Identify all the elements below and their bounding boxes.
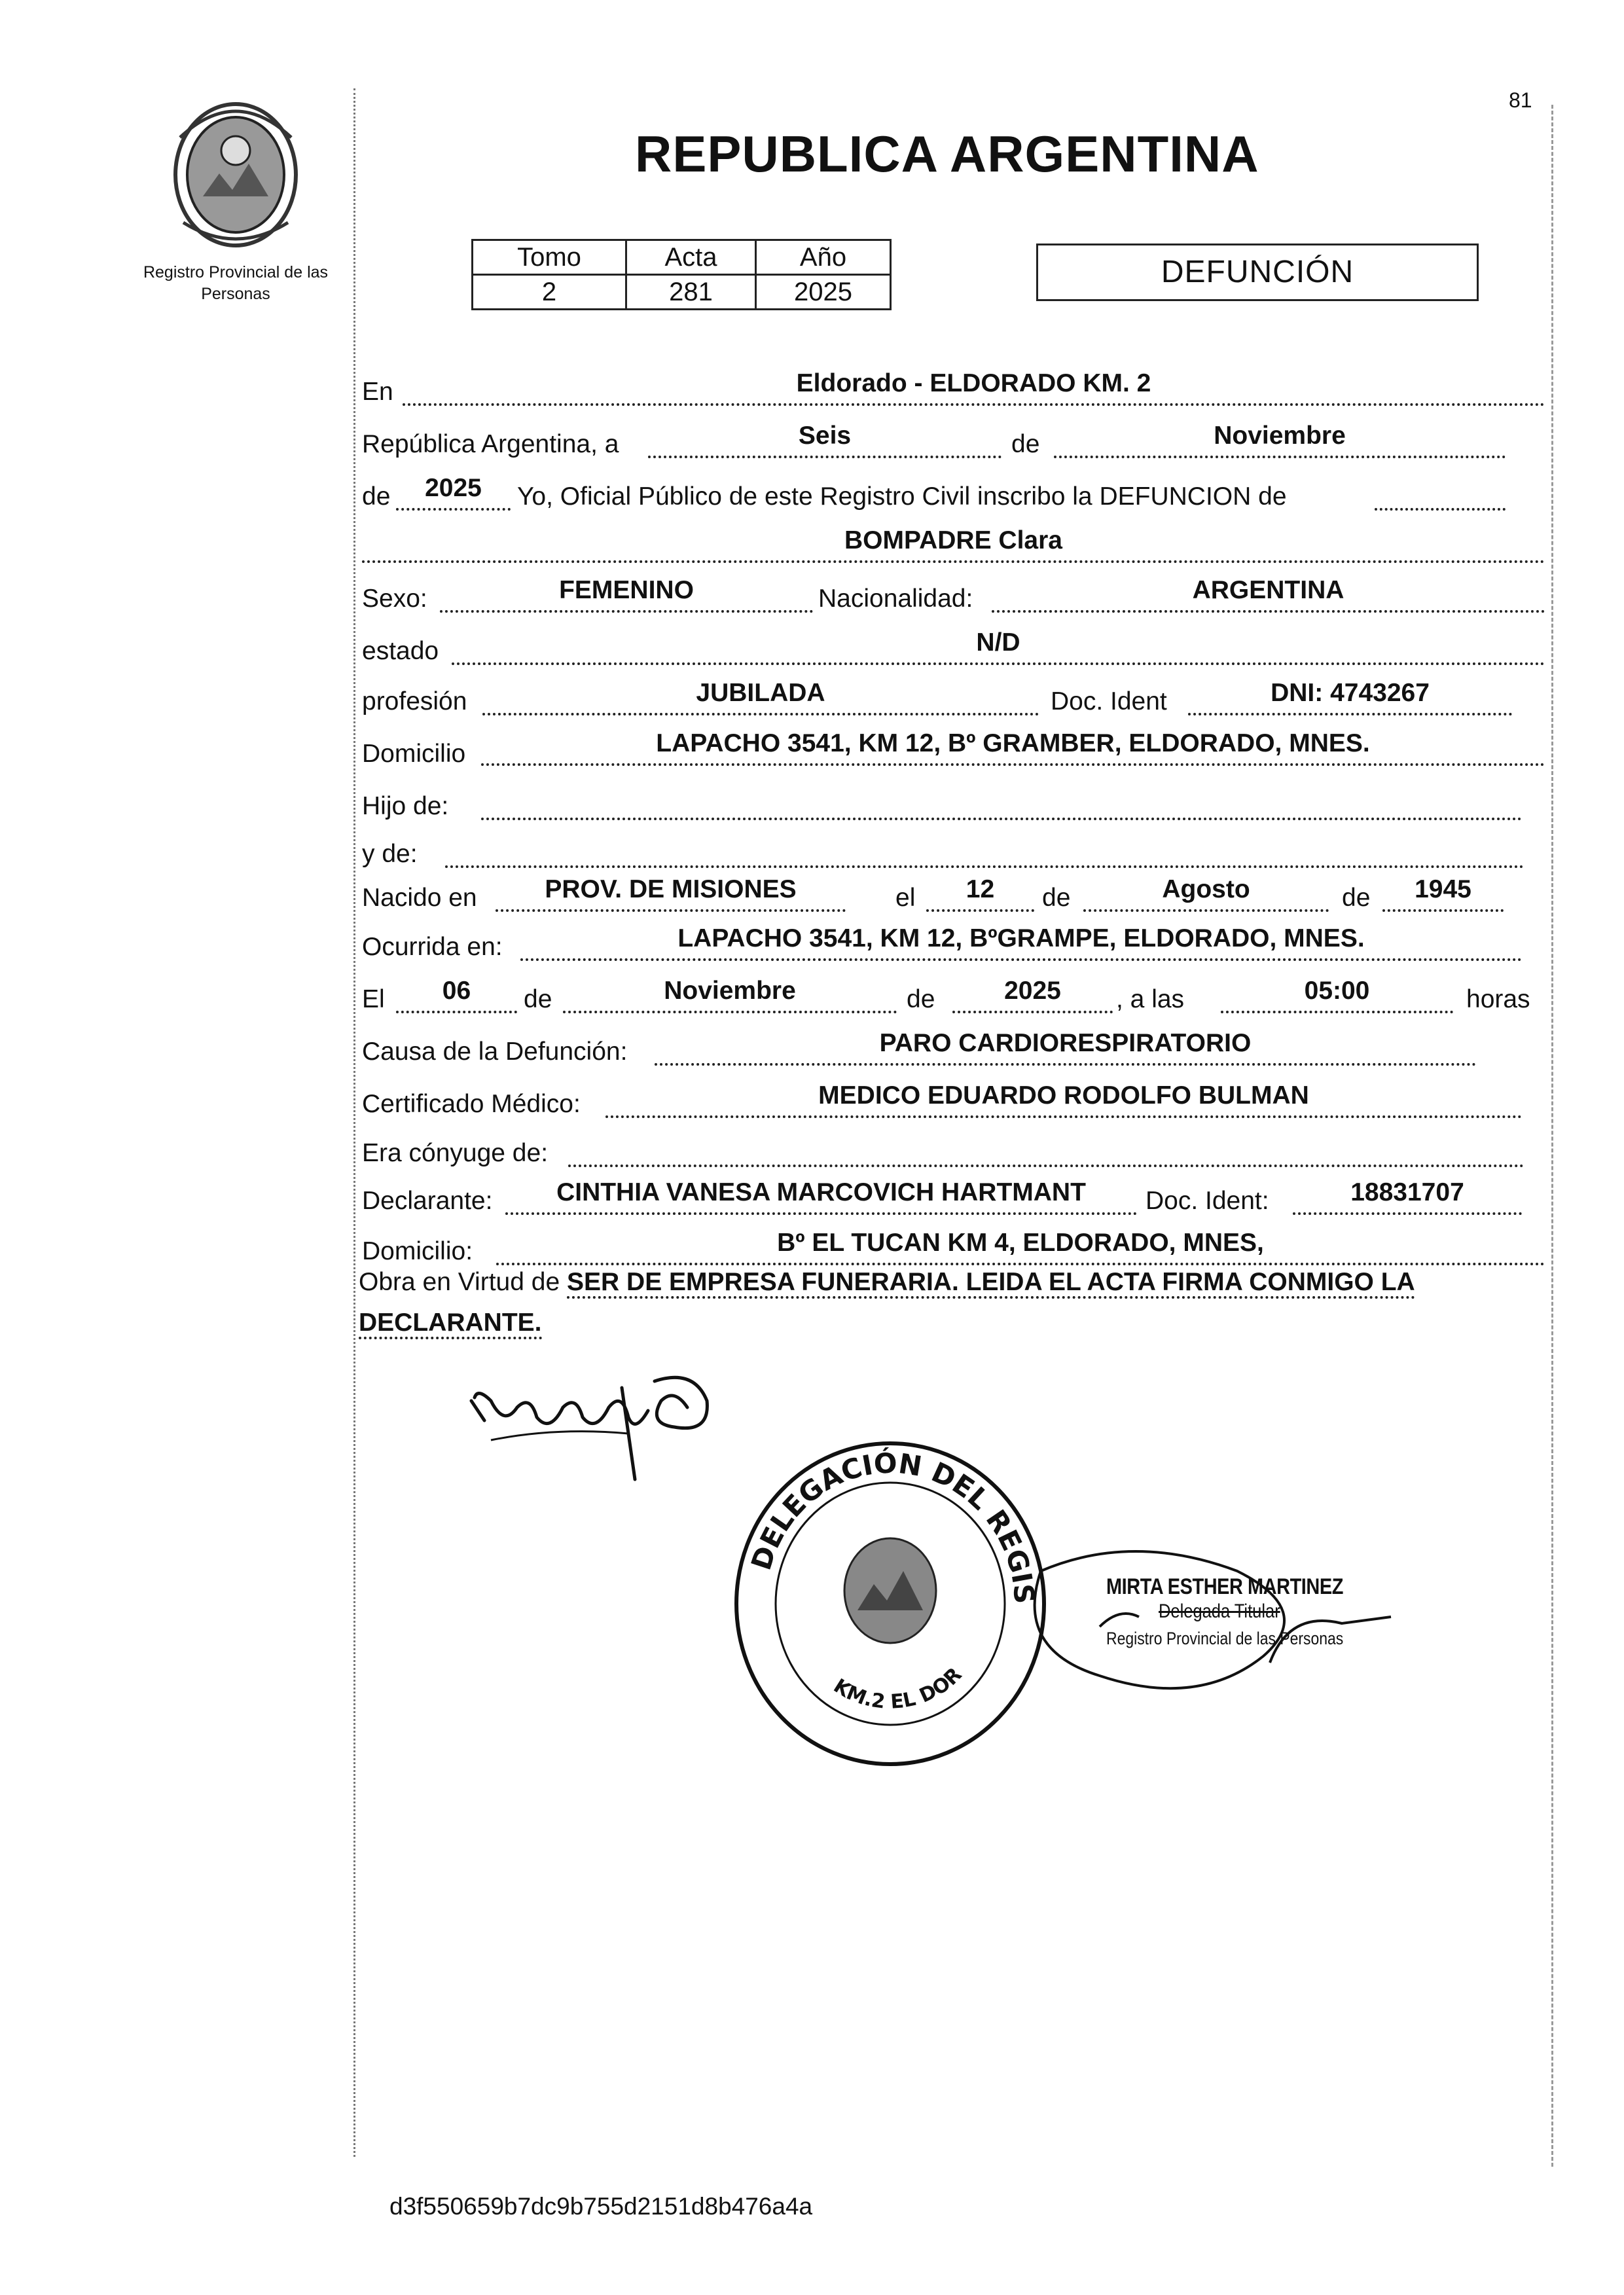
nacido-mes-value: Agosto xyxy=(1162,875,1250,903)
obra-paragraph xyxy=(359,1262,1543,1343)
domicilio-field xyxy=(481,727,1545,766)
ocurrida-label: Ocurrida en: xyxy=(362,933,503,961)
certificado-field xyxy=(605,1079,1522,1118)
nacido-label: Nacido en xyxy=(362,884,477,912)
right-margin-line xyxy=(1551,105,1553,2167)
officer-org: Registro Provincial de las Personas xyxy=(1106,1629,1344,1648)
obra-value: SER DE EMPRESA FUNERARIA. LEIDA EL ACTA FIRMA CONMIGO LA DECLARANTE. xyxy=(359,1268,1415,1339)
document-hash: d3f550659b7dc9b755d2151d8b476a4a xyxy=(389,2193,813,2220)
profesion-label: profesión xyxy=(362,687,467,715)
fecha-de-label: de xyxy=(1011,430,1040,458)
sexo-label: Sexo: xyxy=(362,585,427,613)
obra-label: Obra en Virtud de xyxy=(359,1268,560,1296)
inscribo-text: Yo, Oficial Público de este Registro Civil inscribo la DEFUNCION de xyxy=(517,482,1287,511)
conyuge-field xyxy=(568,1128,1524,1167)
el-anio-value: 2025 xyxy=(1004,977,1061,1005)
seal-bottom-text: KM.2 EL DOR xyxy=(829,1663,967,1714)
ocurrida-value: LAPACHO 3541, KM 12, BºGRAMPE, ELDORADO, MNES. xyxy=(677,924,1365,952)
officer-name: MIRTA ESTHER MARTINEZ xyxy=(1106,1574,1343,1599)
declarante-doc-value: 18831707 xyxy=(1350,1178,1464,1206)
seal-text: DELEGACIÓN DEL REGIS xyxy=(744,1447,1041,1605)
hijo-de-field xyxy=(481,781,1522,820)
el-dia-value: 06 xyxy=(442,977,471,1005)
en-label: En xyxy=(362,378,393,406)
y-de-label: y de: xyxy=(362,840,418,868)
doc-ident-field xyxy=(1188,676,1512,715)
nacido-dia-field xyxy=(926,873,1034,912)
act-type-box: DEFUNCIÓN xyxy=(1036,244,1479,301)
el-anio-field xyxy=(952,974,1113,1013)
fecha-label: República Argentina, a xyxy=(362,430,619,458)
certificado-value: MEDICO EDUARDO RODOLFO BULMAN xyxy=(818,1081,1309,1110)
domicilio2-field xyxy=(496,1226,1545,1265)
estado-label: estado xyxy=(362,637,439,665)
hora-field xyxy=(1221,974,1453,1013)
profesion-value: JUBILADA xyxy=(696,679,825,707)
declarante-value: CINTHIA VANESA MARCOVICH HARTMANT xyxy=(556,1178,1086,1206)
nacionalidad-label: Nacionalidad: xyxy=(818,585,973,613)
dia-value: Seis xyxy=(798,422,852,450)
causa-field xyxy=(655,1026,1476,1066)
officer-role: Delegada Titular xyxy=(1159,1600,1280,1622)
el-mes-field xyxy=(563,974,897,1013)
nacido-de2-label: de xyxy=(1342,884,1371,912)
acta-header: Acta xyxy=(626,240,756,275)
acta-value: 281 xyxy=(626,275,756,310)
nacido-anio-value: 1945 xyxy=(1415,875,1471,903)
el-dia-field xyxy=(396,974,517,1013)
sexo-value: FEMENINO xyxy=(559,576,694,604)
el-de1-label: de xyxy=(524,985,552,1013)
el-mes-value: Noviembre xyxy=(664,977,796,1005)
nacido-anio-field xyxy=(1382,873,1504,912)
domicilio-label: Domicilio xyxy=(362,740,466,768)
en-value: Eldorado - ELDORADO KM. 2 xyxy=(796,369,1151,397)
declarante-field xyxy=(505,1176,1137,1215)
declarante-doc-label: Doc. Ident: xyxy=(1146,1187,1269,1215)
alas-label: , a las xyxy=(1116,985,1185,1013)
nacionalidad-value: ARGENTINA xyxy=(1192,576,1344,604)
anio-de-label: de xyxy=(362,482,391,511)
domicilio2-value: Bº EL TUCAN KM 4, ELDORADO, MNES, xyxy=(777,1229,1264,1257)
declarante-label: Declarante: xyxy=(362,1187,493,1215)
nacido-lugar-field xyxy=(496,873,846,912)
nacido-el-label: el xyxy=(895,884,916,912)
left-margin-line xyxy=(353,88,355,2157)
declarant-signature xyxy=(458,1362,720,1486)
certificado-label: Certificado Médico: xyxy=(362,1090,581,1118)
declarante-doc-field xyxy=(1293,1176,1522,1215)
anio-value: 2025 xyxy=(756,275,891,310)
horas-label: horas xyxy=(1466,985,1530,1013)
tomo-header: Tomo xyxy=(473,240,626,275)
anio-field xyxy=(396,471,511,511)
page-number: 81 xyxy=(1509,88,1532,112)
mes-value: Noviembre xyxy=(1214,422,1346,450)
anio-header: Año xyxy=(756,240,891,275)
inscribo-trailing-line xyxy=(1375,471,1506,511)
doc-ident-value: DNI: 4743267 xyxy=(1271,679,1430,707)
doc-ident-label: Doc. Ident xyxy=(1051,687,1167,715)
anio-value: 2025 xyxy=(425,474,482,502)
profesion-field xyxy=(482,676,1039,715)
conyuge-label: Era cónyuge de: xyxy=(362,1139,549,1167)
estado-value: N/D xyxy=(976,628,1020,657)
en-field xyxy=(403,367,1545,406)
mes-field xyxy=(1054,419,1506,458)
ocurrida-field xyxy=(520,922,1522,961)
dia-field xyxy=(648,419,1001,458)
sexo-field xyxy=(440,573,813,613)
nombre-value: BOMPADRE Clara xyxy=(844,526,1062,554)
hijo-de-label: Hijo de: xyxy=(362,792,449,820)
nacionalidad-field xyxy=(992,573,1545,613)
domicilio-value: LAPACHO 3541, KM 12, Bº GRAMBER, ELDORADO, MNES. xyxy=(656,729,1370,757)
causa-label: Causa de la Defunción: xyxy=(362,1038,628,1066)
causa-value: PARO CARDIORESPIRATORIO xyxy=(879,1029,1252,1057)
nombre-field xyxy=(362,524,1545,563)
act-table xyxy=(471,239,892,310)
country-title: REPUBLICA ARGENTINA xyxy=(635,125,1259,183)
nacido-mes-field xyxy=(1083,873,1329,912)
el-label: El xyxy=(362,985,385,1013)
registry-name: Registro Provincial de las Personas xyxy=(143,263,329,303)
el-de2-label: de xyxy=(907,985,935,1013)
tomo-value: 2 xyxy=(473,275,626,310)
hora-value: 05:00 xyxy=(1304,977,1370,1005)
province-emblem-icon xyxy=(167,98,304,252)
nacido-de1-label: de xyxy=(1042,884,1071,912)
y-de-field xyxy=(445,829,1524,868)
nacido-dia-value: 12 xyxy=(965,875,995,903)
nacido-lugar-value: PROV. DE MISIONES xyxy=(545,875,797,903)
domicilio2-label: Domicilio: xyxy=(362,1237,473,1265)
estado-field xyxy=(452,626,1545,665)
